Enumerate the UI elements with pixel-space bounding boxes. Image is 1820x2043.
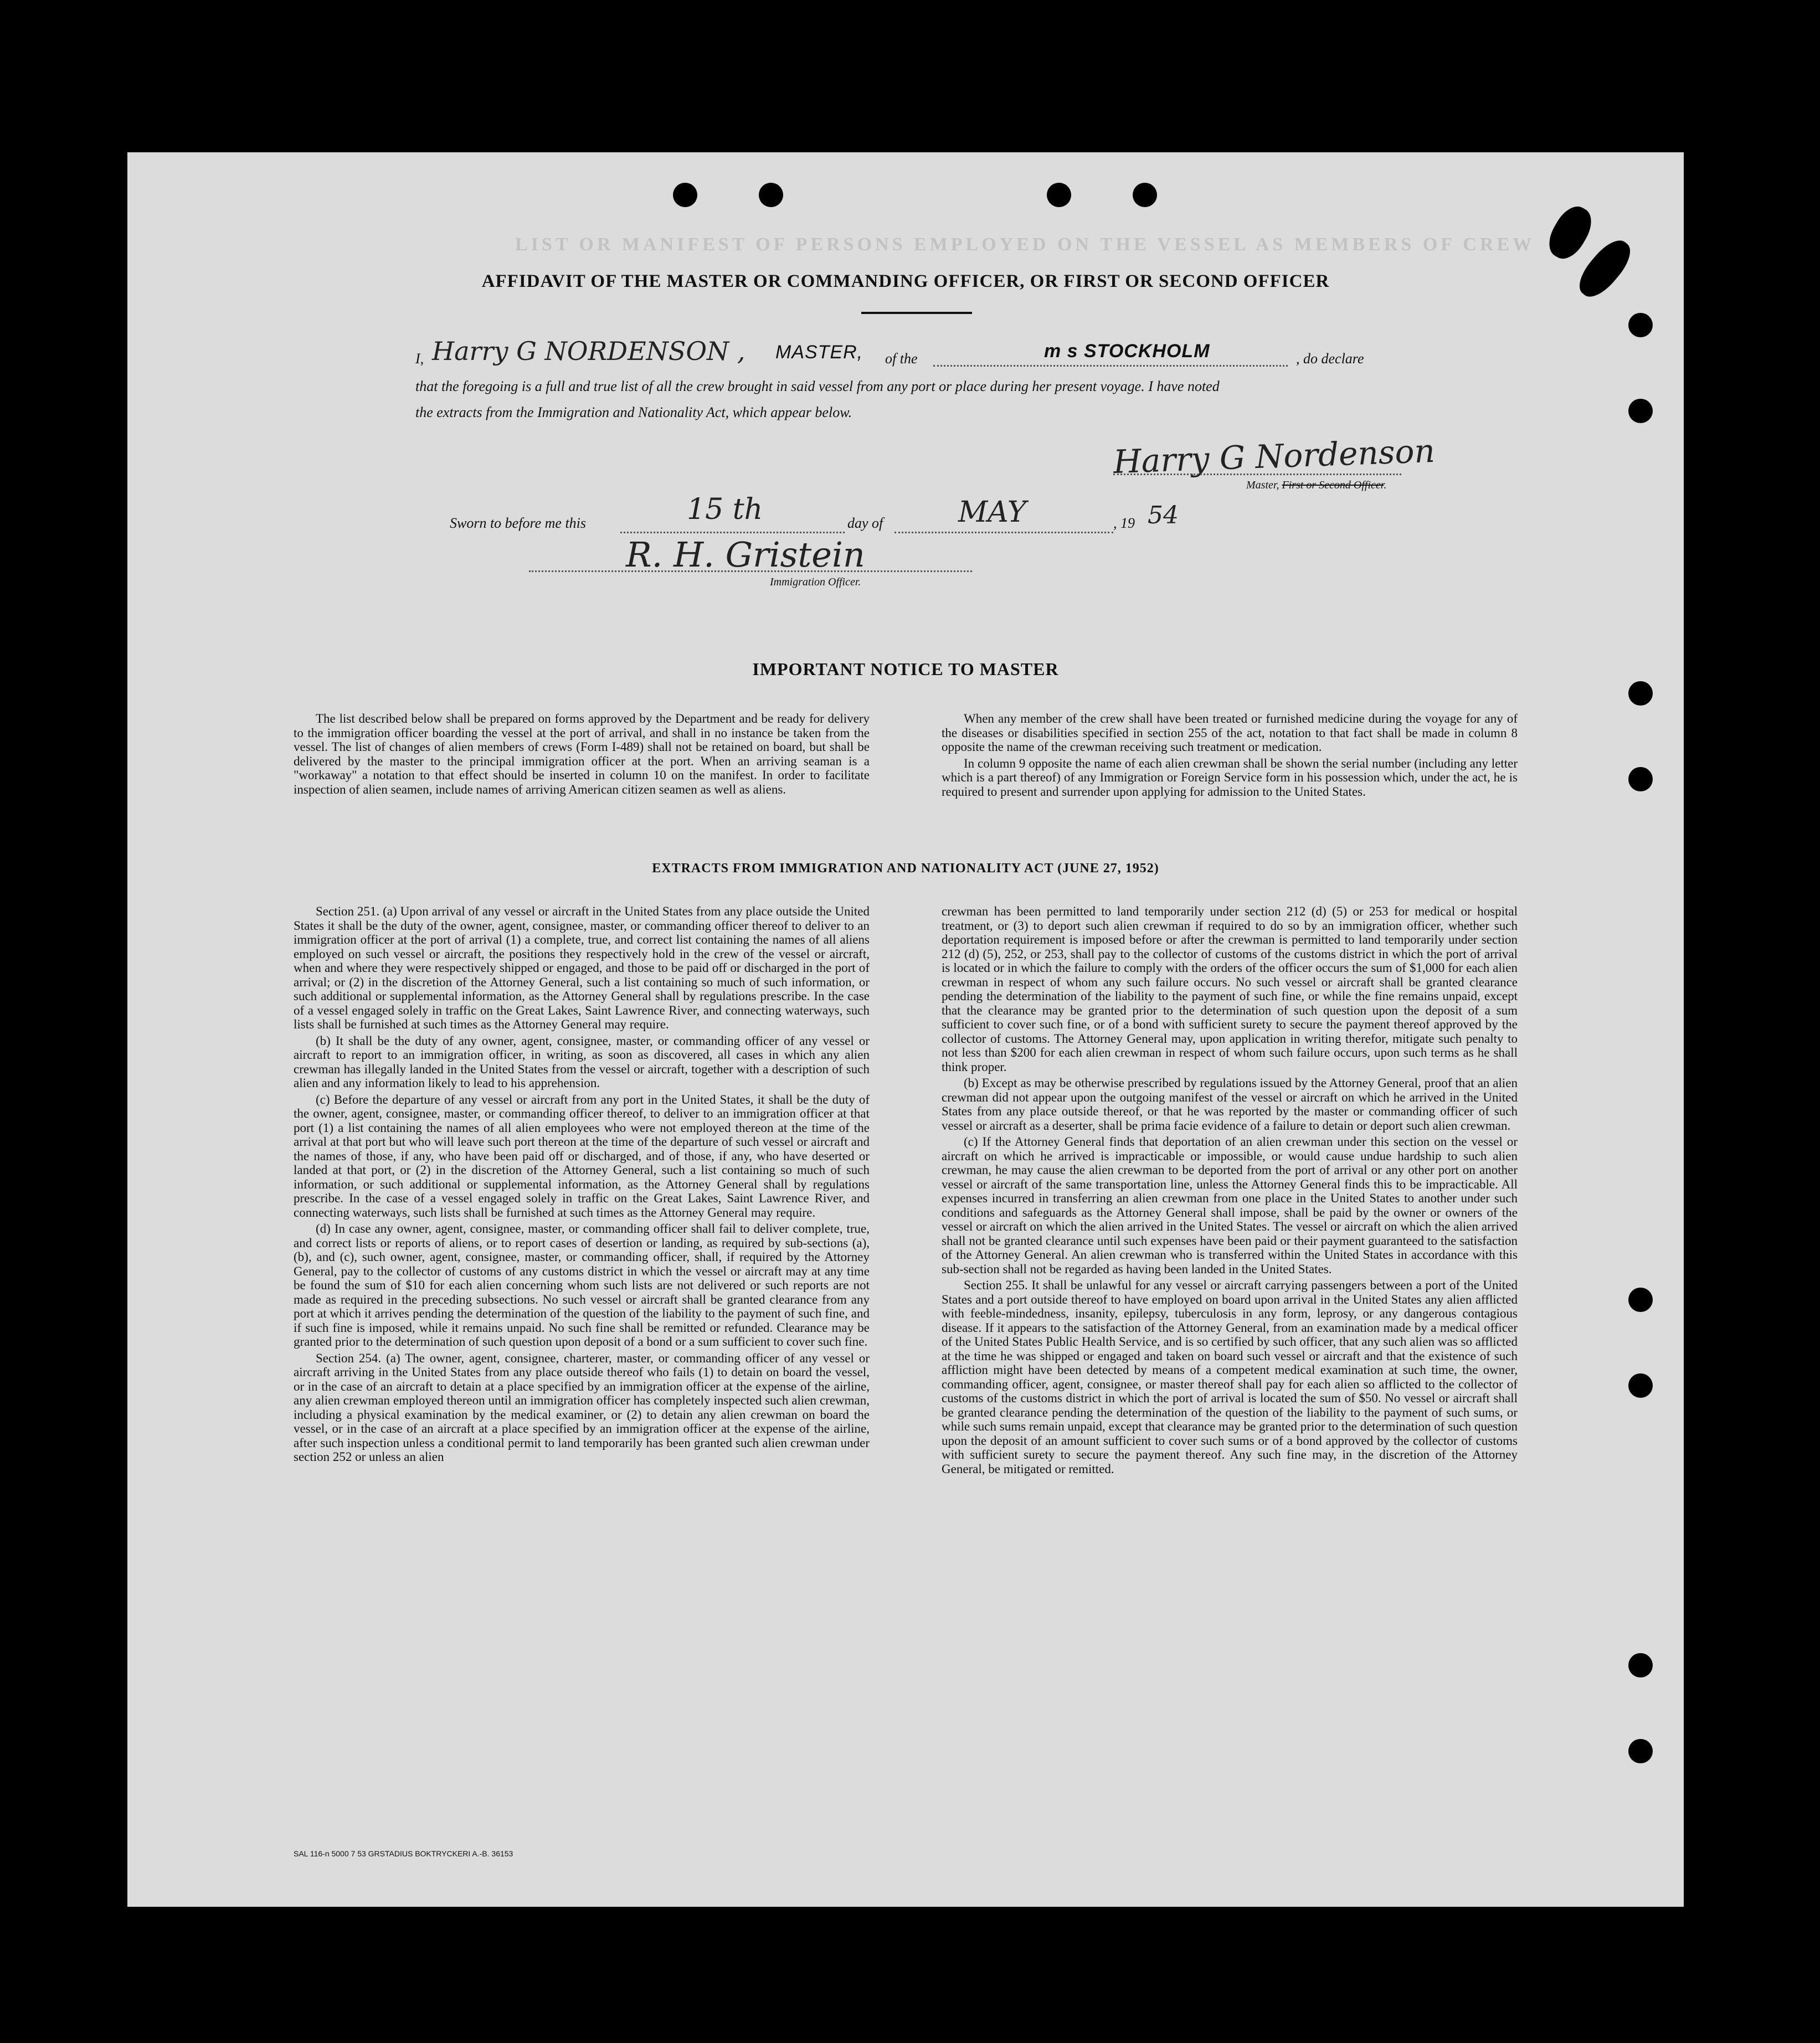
- vessel-dotted-line: [933, 365, 1288, 367]
- officer-signature: R. H. Gristein: [626, 534, 865, 575]
- extract-paragraph: (b) Except as may be otherwise prescribed by regulations issued by the Attorney General, proof that an alien crewman did not appear upon the outgoing manifest of the vessel or aircraft on which he arrived in the United States from any place outside thereof, or that he was reported by the master or commanding officer of such vessel or aircraft as a deserter, shall be prima facie evidence of a failure to detain or deport such alien crewman.: [942, 1076, 1518, 1133]
- declaration: [415, 336, 1390, 420]
- sworn-year: 54: [1148, 501, 1179, 529]
- punch-hole: [1047, 183, 1071, 207]
- faded-header: LIST OR MANIFEST OF PERSONS EMPLOYED ON THE VESSEL AS MEMBERS OF CREW: [515, 234, 1535, 255]
- signature-dotted-line: [1113, 474, 1401, 475]
- caption-period: .: [1384, 479, 1387, 491]
- vessel-name: m s STOCKHOLM: [1044, 341, 1210, 362]
- punch-hole: [673, 183, 697, 207]
- extracts-left-column: [294, 904, 870, 1466]
- punch-hole: [1628, 767, 1653, 791]
- extract-paragraph: Section 254. (a) The owner, agent, consignee, charterer, master, or commanding officer of any vessel or aircraft arriving in the United States from any place outside thereof who fails (1) to detain on board the vessel, or in the case of an aircraft to detain at a place specified by an immigration officer at the expense of the airline, any alien crewman employed thereon until an immigration officer has completely inspected such alien crewman, including a physical examination by the medical examiner, or (2) to detain any alien crewman on board the vessel, or in the case of an aircraft at a place specified by an immigration officer at the expense of the airline, after such inspection unless a conditional permit to land temporarily has been granted such alien crewman under section 252 or unless an alien: [294, 1351, 870, 1464]
- punch-hole: [1628, 399, 1653, 423]
- caption-struck: First or Second Officer: [1282, 479, 1384, 491]
- notice-right-column: [942, 712, 1518, 801]
- rank-typed: MASTER,: [775, 342, 863, 363]
- sworn-day-line: [620, 532, 845, 533]
- decl-prefix: I,: [415, 351, 424, 367]
- punch-hole: [1628, 1288, 1653, 1312]
- extracts-title: EXTRACTS FROM IMMIGRATION AND NATIONALITY ACT (JUNE 27, 1952): [652, 861, 1159, 876]
- extract-paragraph: (c) Before the departure of any vessel or aircraft from any port in the United States, it shall be the duty of the owner, agent, consignee, master, or commanding officer thereof, to deliver to an immigration officer at that port (1) a list containing the names of all alien employees who were not employed thereon at the time of the arrival at that port but who will leave such port thereon at the time of the departure of such vessel or aircraft and the names of those, if any, who have been paid off or discharged, and of those, if any, who have deserted or landed at that port, or (2) in the discretion of the Attorney General, such a list containing so much of such information, or such additional or supplemental information, as the Attorney General shall by regulations prescribe. In the case of a vessel engaged solely in traffic on the Great Lakes, Saint Lawrence River, and connecting waterways, such lists shall be furnished at such times as the Attorney General may require.: [294, 1092, 870, 1219]
- form-number: SAL 116-n 5000 7 53 GRSTADIUS BOKTRYCKERI A.-B. 36153: [294, 1849, 513, 1858]
- notice-right-paragraph: When any member of the crew shall have been treated or furnished medicine during the voyage for any of the diseases or disabilities specified in section 255 of the act, notation to that fact shall be made in column 8 opposite the name of the crewman receiving such treatment or medication.: [942, 712, 1518, 754]
- notice-right-paragraph: In column 9 opposite the name of each alien crewman shall be shown the serial number (including any letter which is a part thereof) of any Immigration or Foreign Service form in his possession which, under the act, he is required to present and surrender upon applying for admission to the United States.: [942, 756, 1518, 799]
- punch-hole: [1133, 183, 1157, 207]
- sworn-day: 15 th: [687, 493, 763, 526]
- sworn-month-line: [894, 532, 1113, 533]
- day-of-label: day of: [847, 515, 883, 531]
- master-signature: Harry G Nordenson: [1112, 431, 1436, 481]
- extract-paragraph: crewman has been permitted to land temporarily under section 212 (d) (5) or 253 for medical or hospital treatment, or (3) to deport such alien crewman if required to do so by an immigration officer, whether such deportation requirement is imposed before or after the crewman is permitted to land temporarily under section 212 (d) (5), 252, or 253, shall pay to the collector of customs of the customs district in which the port of arrival is located or in which the failure to comply with the orders of the officer occurs the sum of $1,000 for each alien crewman in respect of whom any such failure occurs. No such vessel or aircraft shall be granted clearance pending the determination of the liability to the payment of such fine, or while the fine remains unpaid, except that the clearance may be granted prior to the determination of such question upon the deposit of a sum sufficient to cover such fine, or of a bond with sufficient surety to secure the payment thereof approved by the collector of customs. The Attorney General may, upon application in writing therefor, mitigate such penalty to not less than $200 for each alien crewman in respect of whom such failure occurs, upon such terms as he shall think proper.: [942, 904, 1518, 1074]
- do-declare-label: , do declare: [1296, 351, 1364, 367]
- signature-caption: [1246, 479, 1386, 492]
- ink-blot: [1542, 200, 1598, 265]
- punch-hole: [1628, 313, 1653, 337]
- declaration-line-2: that the foregoing is a full and true list of all the crew brought in said vessel from any port or place during her present voyage. I have noted: [415, 378, 1220, 394]
- sworn-label: Sworn to before me this: [450, 515, 587, 531]
- notice-left-column: [294, 712, 870, 799]
- punch-hole: [759, 183, 783, 207]
- punch-hole: [1628, 1739, 1653, 1763]
- punch-hole: [1628, 1653, 1653, 1677]
- extracts-right-column: [942, 904, 1518, 1478]
- master-name: Harry G NORDENSON ,: [432, 336, 746, 366]
- year-prefix: , 19: [1113, 515, 1135, 531]
- notice-title: IMPORTANT NOTICE TO MASTER: [752, 659, 1059, 679]
- caption-master: Master,: [1246, 479, 1279, 491]
- punch-hole: [1628, 681, 1653, 706]
- of-the-label: of the: [885, 351, 918, 367]
- title-rule: [861, 312, 972, 314]
- extract-paragraph: (c) If the Attorney General finds that deportation of an alien crewman under this section on the vessel or aircraft on which he arrived is impracticable or impossible, or would cause undue hardship to such alien crewman, he may cause the alien crewman to be deported from the port of arrival or any other port on another vessel or aircraft of the same transportation line, unless the Attorney General finds this to be impracticable. All expenses incurred in transferring an alien crewman from one place in the United States to another under such conditions and safeguards as the Attorney General shall impose, shall be paid by the owner or owners of the vessel or aircraft on which the alien arrived in the United States. The vessel or aircraft on which the alien arrived shall not be granted clearance until such expenses have been paid or their payment guaranteed to the satisfaction of the Attorney General. An alien crewman who is transferred within the United States in accordance with this sub-section shall not be regarded as having been landed in the United States.: [942, 1135, 1518, 1276]
- punch-hole: [1628, 1373, 1653, 1398]
- extract-paragraph: Section 255. It shall be unlawful for any vessel or aircraft carrying passengers between a port of the United States and a port outside thereof to have employed on board upon arrival in the United States any alien afflicted with feeble-mindedness, insanity, epilepsy, tuberculosis in any form, leprosy, or any dangerous contagious disease. If it appears to the satisfaction of the Attorney General, from an examination made by a medical officer of the United States Public Health Service, and is so certified by such officer, that any such alien was so afflicted at the time he was shipped or engaged and taken on board such vessel or aircraft and that the existence of such affliction might have been detected by means of a competent medical examination at such time, the owner, commanding officer, agent, consignee, or master thereof shall pay for each alien so afflicted to the collector of customs of the customs district in which the port of arrival is located the sum of $50. No vessel or aircraft shall be granted clearance pending the determination of the question of the liability to the payment of such sums, or while such sums remain unpaid, except that clearance may be granted prior to the determination of such question upon the deposit of an amount sufficient to cover such sums or of a bond approved by the collector of customs with sufficient surety to secure the payment thereof. Any such fine may, in the discretion of the Attorney General, be mitigated or remitted.: [942, 1278, 1518, 1476]
- extract-paragraph: (b) It shall be the duty of any owner, agent, consignee, master, or commanding officer of any vessel or aircraft to report to an immigration officer, in writing, as soon as discovered, all cases in which any alien crewman has illegally landed in the United States from the vessel or aircraft, together with a description of such alien and any information likely to lead to his apprehension.: [294, 1033, 870, 1090]
- declaration-line-3: the extracts from the Immigration and Nationality Act, which appear below.: [415, 404, 852, 420]
- extract-paragraph: (d) In case any owner, agent, consignee, master, or commanding officer shall fail to deliver complete, true, and correct lists or reports of aliens, or to report cases of desertion or landing, as required by sub-sections (a), (b), and (c), such owner, agent, consignee, master, or commanding officer, shall, if required by the Attorney General, pay to the collector of customs of any customs district in which the vessel or aircraft may at any time be found the sum of $10 for each alien concerning whom such lists are not delivered or such reports are not made as required in the preceding subsections. No such vessel or aircraft shall be granted clearance from any port at which it arrives pending the determination of the question of the liability to the payment of such fine, and if such fine is imposed, while it remains unpaid. No such fine shall be remitted or refunded. Clearance may be granted prior to the determination of such question upon deposit of a bond or a sum sufficient to cover such fine.: [294, 1222, 870, 1349]
- notice-left-paragraph: The list described below shall be prepared on forms approved by the Department and be ready for delivery to the immigration officer boarding the vessel at the port of arrival, and shall in no instance be taken from the vessel. The list of changes of alien members of crews (Form I-489) shall not be retained on board, but shall be delivered by the master to the principal immigration officer at the port. When an arriving seaman is a "workaway" a notation to that effect should be inserted in column 10 on the manifest. In order to facilitate inspection of alien seamen, include names of arriving American citizen seamen as well as aliens.: [294, 712, 870, 796]
- sworn-month: MAY: [958, 496, 1027, 529]
- officer-dotted-line: [529, 570, 972, 572]
- affidavit-title: AFFIDAVIT OF THE MASTER OR COMMANDING OFFICER, OR FIRST OR SECOND OFFICER: [481, 271, 1330, 291]
- officer-caption: Immigration Officer.: [770, 576, 861, 588]
- extract-paragraph: Section 251. (a) Upon arrival of any vessel or aircraft in the United States from any place outside the United States it shall be the duty of the owner, agent, consignee, master, or commanding officer thereof to deliver to an immigration officer at the port of arrival (1) a complete, true, and correct list containing the names of all aliens employed on such vessel or aircraft, the positions they respectively hold in the crew of the vessel or aircraft, when and where they were respectively shipped or engaged, and those to be paid off or discharged in the port of arrival; or (2) in the discretion of the Attorney General, such a list containing so much of such information, or such additional or supplemental information, as the Attorney General shall by regulations prescribe. In the case of a vessel engaged solely in traffic on the Great Lakes, Saint Lawrence River, and connecting waterways, such lists shall be furnished at such times as the Attorney General may require.: [294, 904, 870, 1031]
- form-page: [127, 152, 1684, 1907]
